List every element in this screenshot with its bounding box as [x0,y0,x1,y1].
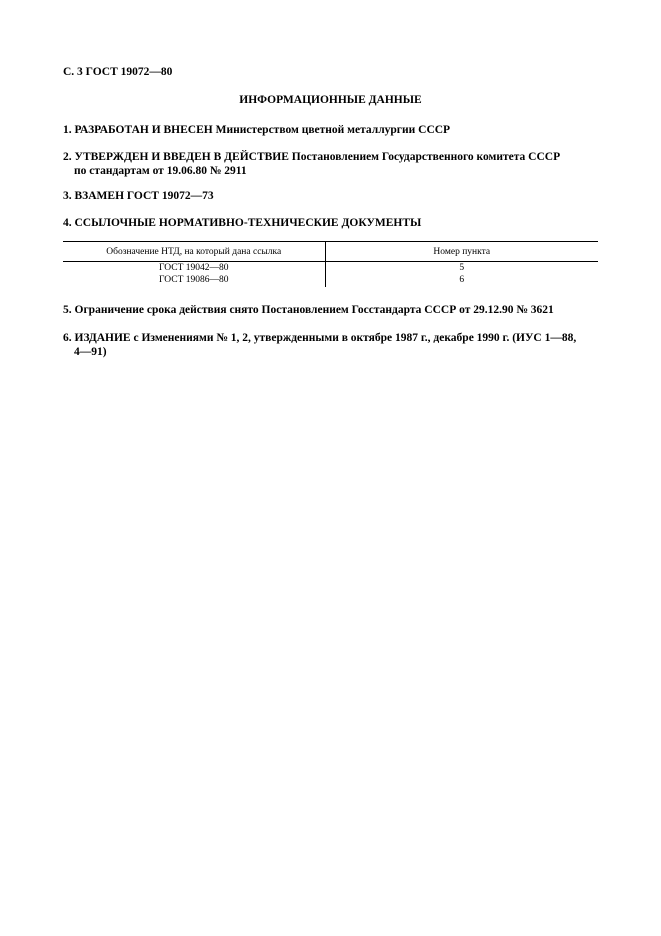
item-number: 3. [63,190,72,202]
item-number: 1. [63,124,72,136]
item-text-line1: ИЗДАНИЕ с Изменениями № 1, 2, утвержденными в октябре 1987 г., декабре 1990 г. (ИУС 1—88, [74,332,577,344]
page-header: С. 3 ГОСТ 19072—80 [63,66,173,78]
column-header-document: Обозначение НТД, на который дана ссылка [63,242,325,262]
reference-table [63,241,598,287]
item-number: 6. [63,332,72,344]
table-cell-clause: 5 [459,263,465,273]
table-cell-clause: 6 [459,275,465,285]
item-text: РАЗРАБОТАН И ВНЕСЕН Министерством цветной металлургии СССР [74,124,451,136]
item-text-line2: 4—91) [74,346,107,358]
item-text: Ограничение срока действия снято Постановлением Госстандарта СССР от 29.12.90 № 3621 [74,304,554,316]
info-item-4 [63,216,603,230]
item-text-line2: по стандартам от 19.06.80 № 2911 [74,165,247,177]
item-text-line1: УТВЕРЖДЕН И ВВЕДЕН В ДЕЙСТВИЕ Постановлением Государственного комитета СССР [74,151,561,163]
info-item-2 [63,150,603,178]
info-item-6 [63,331,603,359]
table-row [63,274,598,287]
table-cell-document: ГОСТ 19086—80 [63,274,325,287]
item-number: 4. [63,217,72,229]
item-text: ВЗАМЕН ГОСТ 19072—73 [74,190,214,202]
table-cell-document: ГОСТ 19042—80 [63,262,325,275]
info-item-3 [63,189,603,203]
info-item-1 [63,123,603,137]
item-text: ССЫЛОЧНЫЕ НОРМАТИВНО-ТЕХНИЧЕСКИЕ ДОКУМЕНТЫ [74,217,422,229]
section-title: ИНФОРМАЦИОННЫЕ ДАННЫЕ [239,94,422,106]
item-number: 2. [63,151,72,163]
item-number: 5. [63,304,72,316]
info-item-5 [63,303,603,317]
table-row [63,262,598,275]
table-header-row [63,242,598,262]
column-header-clause: Номер пункта [325,242,598,262]
